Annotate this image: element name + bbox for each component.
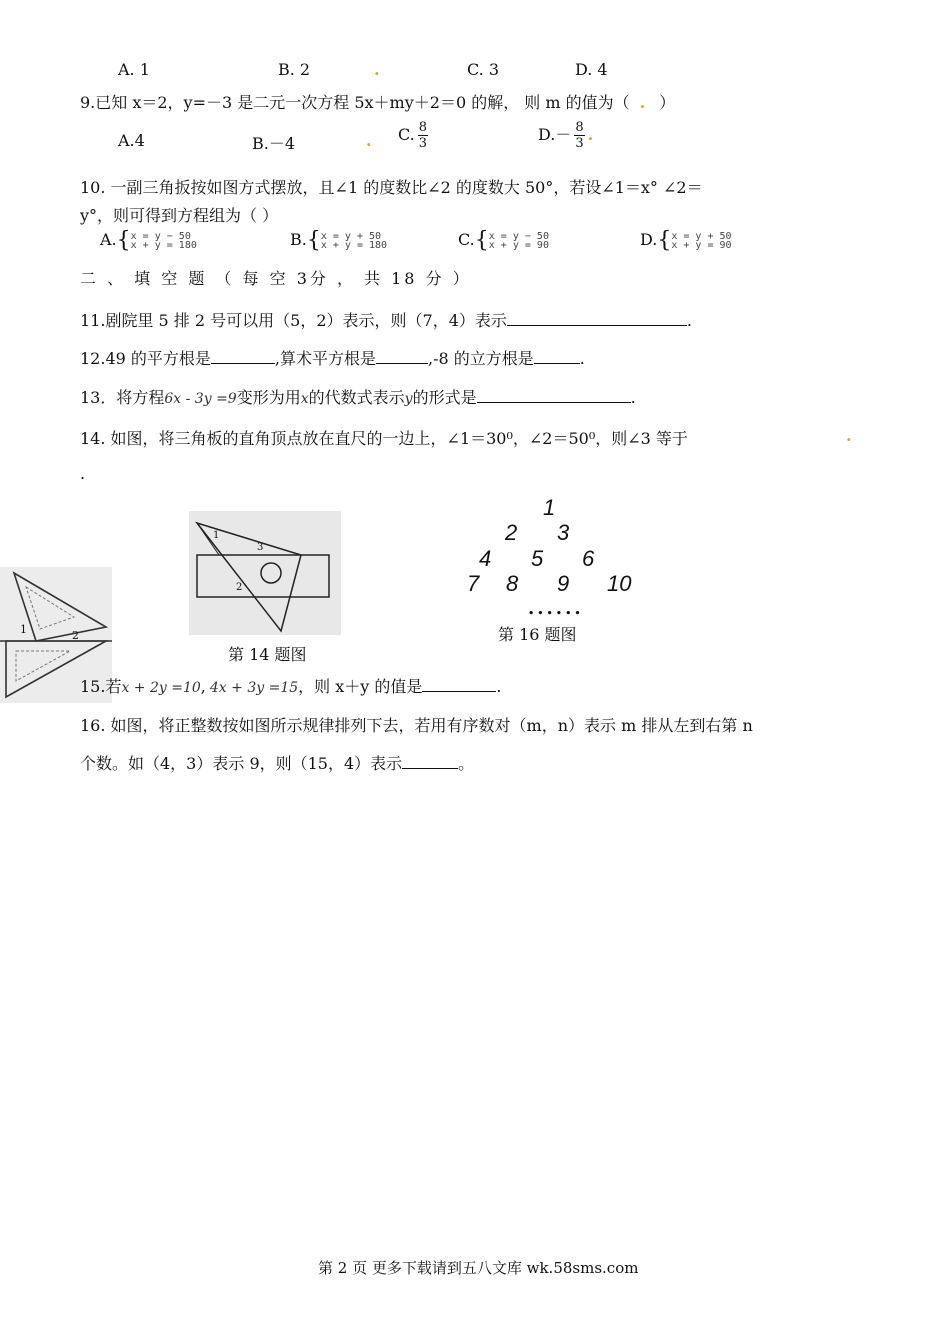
figure-14 [189, 511, 341, 635]
mark-dot: . [374, 60, 380, 79]
q16-line2: 个数。如（4，3）表示 9，则（15，4）表示 。 [80, 754, 475, 773]
q10-line1: 10. 一副三角扳按如图方式摆放，且∠1 的度数比∠2 的度数大 50°，若设∠1＝x° ∠2＝ [80, 178, 703, 197]
q9-option-b: B.－4 [252, 134, 296, 153]
fig16-number: 6 [582, 546, 595, 571]
fig16-number: 8 [506, 571, 519, 596]
fig14-label-2: 2 [236, 582, 243, 593]
fig16-dots: ...... [528, 598, 584, 619]
q9-option-d: D.－ $\frac{8}{3}$ . [538, 120, 594, 151]
q8-option-b: B. 2 [278, 60, 311, 79]
fig16-number: 1 [543, 495, 556, 520]
answer-blank[interactable] [507, 309, 687, 326]
q8-option-a: A. 1 [118, 60, 150, 79]
answer-blank[interactable] [534, 347, 580, 364]
q10-option-a: A.{ x = y − 50 x + y = 180 [100, 227, 197, 253]
q15: 15.若x + 2y =10, 4x + 3y =15，则 x＋y 的值是 . [80, 677, 502, 696]
q12: 12.49 的平方根是 ,算术平方根是 ,-8 的立方根是 . [80, 349, 585, 368]
q8-option-c: C. 3 [467, 60, 500, 79]
fig16-number: 9 [557, 571, 570, 596]
fig16-caption: 第 16 题图 [498, 625, 577, 644]
fig14-caption: 第 14 题图 [228, 645, 307, 664]
fig16-number: 3 [557, 520, 570, 545]
q10-option-d: D.{ x = y + 50 x + y = 90 [640, 227, 732, 253]
section-heading: 二 、 填 空 题 （ 每 空 3分 ， 共 18 分 ） [80, 269, 472, 288]
answer-blank[interactable] [211, 347, 275, 364]
page-footer: 第 2 页 更多下载请到五八文库 wk.58sms.com [318, 1259, 639, 1277]
q8-option-d: D. 4 [575, 60, 608, 79]
q9-option-a: A.4 [118, 131, 145, 150]
fig16-number: 5 [531, 546, 544, 571]
q10-option-b: B.{ x = y + 50 x + y = 180 [290, 227, 388, 253]
mark-dot: . [366, 131, 372, 150]
mark-dot: . [846, 426, 852, 445]
fig16-number: 4 [479, 546, 492, 571]
fig16-number: 2 [505, 520, 518, 545]
answer-blank[interactable] [376, 347, 428, 364]
fig16-number: 10 [607, 571, 632, 596]
answer-blank[interactable] [422, 675, 496, 692]
fig14-label-1: 1 [213, 530, 220, 541]
q13: 13．将方程6x - 3y =9变形为用x的代数式表示y的形式是 . [80, 388, 636, 407]
q9-option-c: C. $\frac{8}{3}$ [398, 120, 428, 151]
q14: 14. 如图，将三角板的直角顶点放在直尺的一边上，∠1＝30⁰，∠2＝50⁰，则∠3 等于 [80, 429, 688, 448]
fig14-label-3: 3 [257, 542, 264, 553]
q10-option-c: C.{ x = y − 50 x + y = 90 [458, 227, 549, 253]
q11: 11.剧院里 5 排 2 号可以用（5，2）表示，则（7，4）表示 . [80, 311, 692, 330]
answer-blank[interactable] [402, 752, 458, 769]
answer-blank[interactable] [477, 386, 631, 403]
fig16-number: 7 [467, 571, 480, 596]
q10-line2: y°，则可得到方程组为（ ） [80, 206, 279, 225]
q14-line2: . [80, 464, 86, 483]
fig10-label-1: 1 [20, 623, 27, 636]
q9-stem: 9.已知 x＝2，y=－3 是二元一次方程 5x＋my＋2＝0 的解， 则 m 的值为（ . ） [80, 93, 676, 112]
q16-line1: 16. 如图，将正整数按如图所示规律排列下去，若用有序数对（m，n）表示 m 排从左到右第 n [80, 716, 753, 735]
fig10-label-2: 2 [72, 629, 79, 642]
